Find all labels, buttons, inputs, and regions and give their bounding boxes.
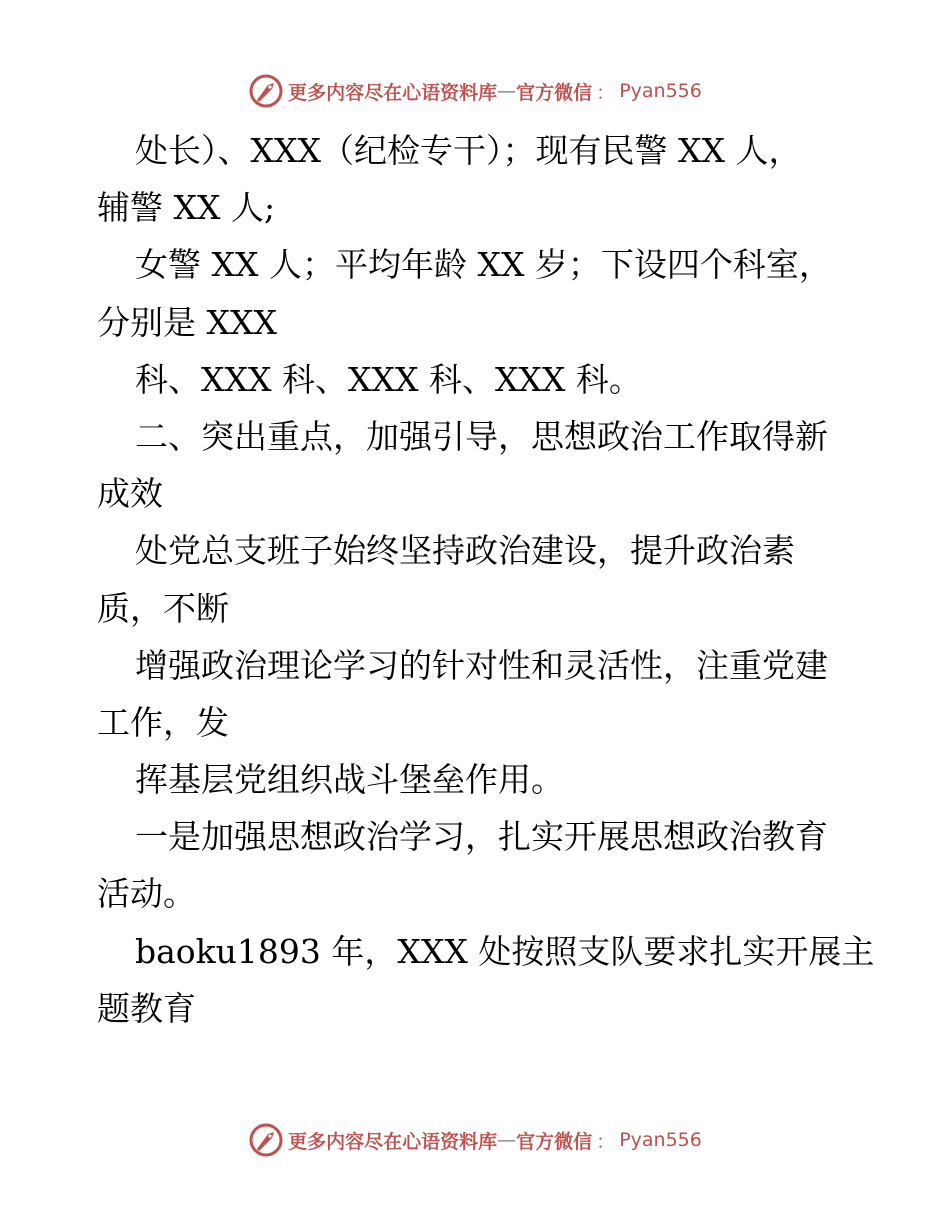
footer-banner (0, 1120, 950, 1160)
text-line: 女警 XX 人；平均年龄 XX 岁；下设四个科室， (135, 245, 832, 285)
text-line: 处长）、XXX（纪检专干）；现有民警 XX 人， (135, 131, 802, 170)
banner-separator: ： (596, 1130, 616, 1153)
banner-title: 更多内容尽在心语资料库 (288, 1130, 498, 1153)
pen-nib-logo-icon (248, 1122, 284, 1158)
text-line: 活动。 (97, 874, 196, 914)
section-heading: 二、突出重点，加强引导，思想政治工作取得新 (135, 416, 828, 456)
banner-dash: — (497, 1129, 517, 1151)
text-line: 增强政治理论学习的针对性和灵活性，注重党建 (135, 645, 828, 685)
banner-separator: ： (596, 81, 616, 104)
banner-wechat-label: 官方微信 (516, 1130, 593, 1153)
text-line: 科、XXX 科、XXX 科、XXX 科。 (135, 359, 642, 399)
banner-wechat-id: Pyan556 (619, 1129, 702, 1151)
banner-dash: — (497, 80, 517, 102)
text-line: 挥基层党组织战斗堡垒作用。 (135, 760, 564, 800)
pen-nib-logo-icon (248, 73, 284, 109)
document-body (97, 122, 877, 1037)
header-banner (0, 71, 950, 111)
text-line: 工作，发 (97, 702, 229, 742)
text-line: 辅警 XX 人; (97, 188, 276, 228)
text-line: 处党总支班子始终坚持政治建设，提升政治素 (135, 531, 795, 571)
text-line: 一是加强思想政治学习，扎实开展思想政治教育 (135, 817, 828, 857)
text-line: 分别是 XXX (97, 302, 277, 342)
text-line: 质，不断 (97, 588, 229, 628)
banner-wechat-id: Pyan556 (619, 80, 702, 102)
text-line: 题教育 (97, 988, 196, 1028)
section-heading-cont: 成效 (97, 474, 163, 514)
banner-title: 更多内容尽在心语资料库 (288, 81, 498, 104)
banner-wechat-label: 官方微信 (516, 81, 593, 104)
text-line: baoku1893 年，XXX 处按照支队要求扎实开展主 (135, 931, 875, 971)
